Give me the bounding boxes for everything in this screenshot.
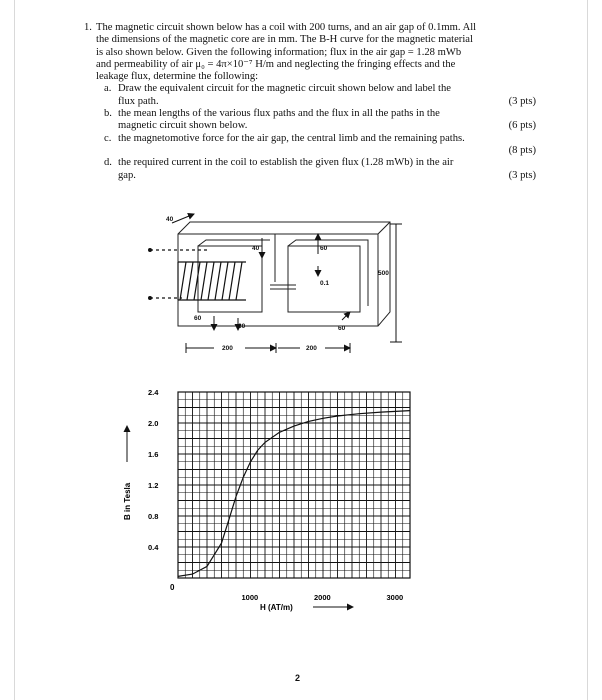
part-line: flux path. bbox=[118, 95, 159, 107]
y-tick-label: 2.4 bbox=[148, 388, 159, 397]
bh-curve-chart bbox=[0, 380, 602, 640]
part-points: (8 pts) bbox=[508, 144, 536, 156]
dim-right-top-60: 60 bbox=[320, 245, 328, 252]
part-letter: d. bbox=[104, 157, 112, 169]
part-line: magnetic circuit shown below. bbox=[118, 120, 248, 132]
core-right-window bbox=[288, 246, 360, 312]
part-line: the magnetomotive force for the air gap, the central limb and the remaining paths. bbox=[118, 132, 465, 144]
coil-winding bbox=[178, 262, 246, 300]
part-points: (3 pts) bbox=[508, 95, 536, 107]
intro-line: the dimensions of the magnetic core are in mm. The B-H curve for the magnetic material bbox=[96, 34, 473, 46]
y-axis-label: B in Tesla bbox=[123, 482, 132, 520]
y-tick-label: 2.0 bbox=[148, 419, 159, 428]
core-left-window bbox=[198, 246, 262, 312]
x-tick-label: 2000 bbox=[314, 593, 331, 602]
dim-height-500: 500 bbox=[378, 270, 389, 277]
core-depth-edge bbox=[378, 222, 390, 234]
x-tick-label: 1000 bbox=[241, 593, 259, 602]
intro-line: leakage flux, determine the following: bbox=[96, 71, 259, 83]
part-line: the mean lengths of the various flux paths and the flux in all the paths in the bbox=[118, 108, 440, 120]
y-tick-label: 0.4 bbox=[148, 543, 159, 552]
part-points: (3 pts) bbox=[508, 169, 536, 181]
dim-width-right-200: 200 bbox=[306, 345, 317, 352]
dim-top-40: 40 bbox=[166, 216, 174, 223]
part-line: gap. bbox=[118, 169, 136, 181]
y-tick-labels bbox=[148, 388, 159, 552]
part-line: the required current in the coil to establish the given flux (1.28 mWb) in the air bbox=[118, 157, 454, 169]
chart-grid bbox=[178, 392, 410, 578]
question-number: 1. bbox=[84, 22, 92, 33]
x-axis-label: H (AT/m) bbox=[260, 603, 293, 612]
dim-bottom-right-60: 60 bbox=[338, 325, 346, 332]
part-letter: b. bbox=[104, 108, 112, 120]
intro-line: is also shown below. Given the following information; flux in the air gap = 1.28 mWb bbox=[96, 46, 462, 58]
y-tick-label: 1.2 bbox=[148, 481, 159, 490]
y-tick-label: 0.8 bbox=[148, 512, 159, 521]
origin-label: 0 bbox=[170, 583, 175, 592]
dim-width-left-200: 200 bbox=[222, 345, 233, 352]
dim-center-top-40: 40 bbox=[252, 245, 260, 252]
intro-line: The magnetic circuit shown below has a coil with 200 turns, and an air gap of 0.1mm. All bbox=[96, 22, 477, 33]
page-number: 2 bbox=[295, 673, 301, 683]
core-outer-outline bbox=[178, 222, 390, 326]
part-letter: c. bbox=[104, 132, 112, 144]
dim-bottom-left-60: 60 bbox=[194, 315, 202, 322]
intro-line: and permeability of air μ₀ = 4π×10⁻⁷ H/m and neglecting the fringing effects and the bbox=[96, 58, 456, 70]
y-tick-label: 1.6 bbox=[148, 450, 159, 459]
x-tick-label: 3000 bbox=[386, 593, 404, 602]
dim-gap-0-1: 0.1 bbox=[320, 280, 330, 287]
x-tick-labels bbox=[242, 593, 404, 602]
part-letter: a. bbox=[104, 83, 112, 95]
dim-bottom-center-60: 60 bbox=[238, 323, 246, 330]
part-line: Draw the equivalent circuit for the magnetic circuit shown below and label the bbox=[118, 83, 451, 95]
part-points: (6 pts) bbox=[508, 120, 536, 132]
